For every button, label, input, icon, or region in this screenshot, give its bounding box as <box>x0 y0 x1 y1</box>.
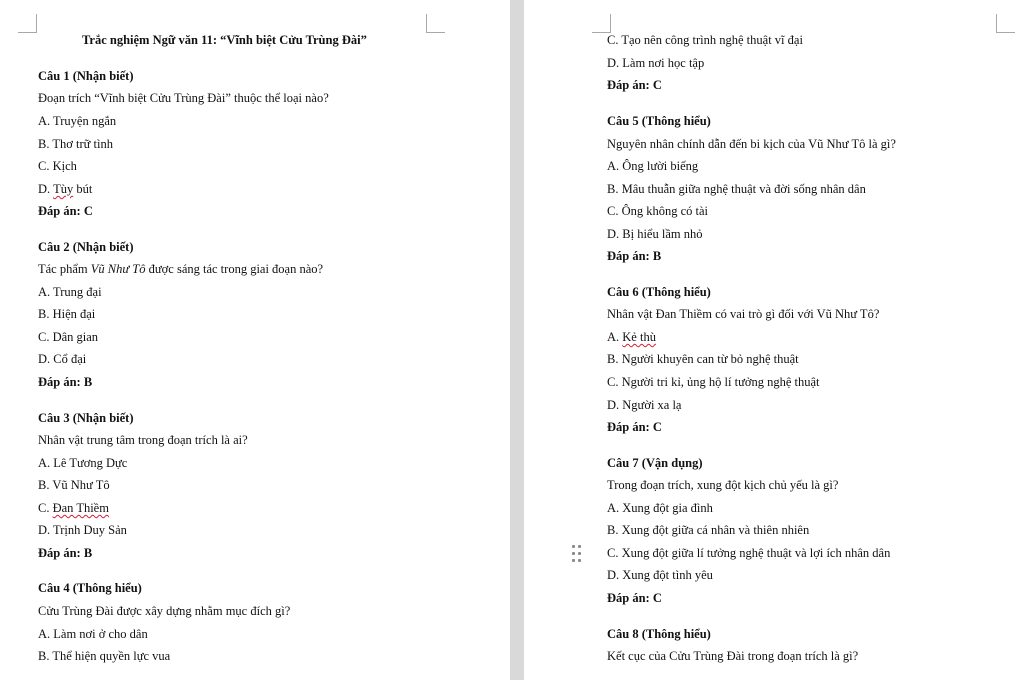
option-c <box>38 500 109 516</box>
question-text: Nguyên nhân chính dẫn đến bi kịch của Vũ Như Tô là gì? <box>607 137 896 151</box>
margin-corner-mark <box>592 14 611 33</box>
question-heading: Câu 6 (Thông hiểu) <box>607 285 711 299</box>
question-heading: Câu 3 (Nhận biết) <box>38 411 134 425</box>
question-text: Nhân vật trung tâm trong đoạn trích là ai? <box>38 433 248 447</box>
question-heading: Câu 7 (Vận dụng) <box>607 456 703 470</box>
option-a <box>607 329 656 345</box>
question-heading: Câu 8 (Thông hiểu) <box>607 627 711 641</box>
question-text: Trong đoạn trích, xung đột kịch chủ yếu là gì? <box>607 478 839 492</box>
question-text: Đoạn trích “Vĩnh biệt Cửu Trùng Đài” thuộc thể loại nào? <box>38 91 329 105</box>
option-prefix: D. <box>38 182 54 196</box>
answer-key: Đáp án: B <box>38 375 93 389</box>
margin-corner-mark <box>426 14 445 33</box>
answer-key: Đáp án: B <box>38 546 93 560</box>
option-b: B. Vũ Như Tô <box>38 478 110 492</box>
spellcheck-word[interactable]: Đan Thiềm <box>52 501 109 515</box>
option-prefix: C. <box>38 501 53 515</box>
drag-handle-icon[interactable] <box>572 545 582 563</box>
answer-key: Đáp án: C <box>38 204 93 218</box>
work-title: Vũ Như Tô <box>90 262 146 276</box>
option-d: D. Xung đột tình yêu <box>607 568 713 582</box>
answer-key: Đáp án: C <box>607 591 662 605</box>
document-title: Trắc nghiệm Ngữ văn 11: “Vĩnh biệt Cửu Trùng Đài” <box>82 33 367 47</box>
option-a: A. Ông lười biếng <box>607 159 699 173</box>
question-text: Nhân vật Đan Thiềm có vai trò gì đối với Vũ Như Tô? <box>607 307 880 321</box>
spellcheck-word[interactable]: Kẻ thù <box>622 330 656 344</box>
option-b: B. Mâu thuẫn giữa nghệ thuật và đời sống nhân dân <box>607 182 866 196</box>
option-d <box>38 181 92 197</box>
question-heading: Câu 5 (Thông hiểu) <box>607 114 711 128</box>
question-text: Cửu Trùng Đài được xây dựng nhằm mục đích gì? <box>38 604 291 618</box>
option-c: C. Kịch <box>38 159 77 173</box>
option-b: B. Hiện đại <box>38 307 96 321</box>
option-d: D. Bị hiểu lầm nhỏ <box>607 227 703 241</box>
option-c: C. Ông không có tài <box>607 204 709 218</box>
option-a: A. Trung đại <box>38 285 102 299</box>
question-heading: Câu 1 (Nhận biết) <box>38 69 134 83</box>
text-run: được sáng tác trong giai đoạn nào? <box>145 262 324 276</box>
question-text <box>38 261 323 277</box>
option-c: C. Xung đột giữa lí tưởng nghệ thuật và lợi ích nhân dân <box>607 546 891 560</box>
option-c: C. Người tri kỉ, ủng hộ lí tưởng nghệ thuật <box>607 375 820 389</box>
answer-key: Đáp án: B <box>607 249 662 263</box>
option-b: B. Người khuyên can từ bỏ nghệ thuật <box>607 352 799 366</box>
option-c: C. Dân gian <box>38 330 99 344</box>
answer-key: Đáp án: C <box>607 420 662 434</box>
page-gutter <box>510 0 524 680</box>
answer-key: Đáp án: C <box>607 78 662 92</box>
margin-corner-mark <box>996 14 1015 33</box>
question-heading: Câu 2 (Nhận biết) <box>38 240 134 254</box>
question-heading: Câu 4 (Thông hiểu) <box>38 581 142 595</box>
option-d: D. Làm nơi học tập <box>607 56 705 70</box>
option-a: A. Lê Tương Dực <box>38 456 128 470</box>
option-b: B. Thơ trữ tình <box>38 137 113 151</box>
option-suffix: bút <box>73 182 93 196</box>
text-run: Tác phẩm <box>38 262 91 276</box>
option-d: D. Người xa lạ <box>607 398 682 412</box>
option-b: B. Thể hiện quyền lực vua <box>38 649 171 663</box>
option-d: D. Cổ đại <box>38 352 87 366</box>
option-a: A. Làm nơi ở cho dân <box>38 627 148 641</box>
option-b: B. Xung đột giữa cá nhân và thiên nhiên <box>607 523 810 537</box>
option-a: A. Truyện ngắn <box>38 114 117 128</box>
option-c: C. Tạo nên công trình nghệ thuật vĩ đại <box>607 33 803 47</box>
margin-corner-mark <box>18 14 37 33</box>
option-a: A. Xung đột gia đình <box>607 501 713 515</box>
option-prefix: A. <box>607 330 623 344</box>
spellcheck-word[interactable]: Tùy <box>53 182 74 196</box>
document-page-right[interactable] <box>524 0 1020 680</box>
option-d: D. Trịnh Duy Sản <box>38 523 127 537</box>
question-text: Kết cục của Cửu Trùng Đài trong đoạn trích là gì? <box>607 649 859 663</box>
